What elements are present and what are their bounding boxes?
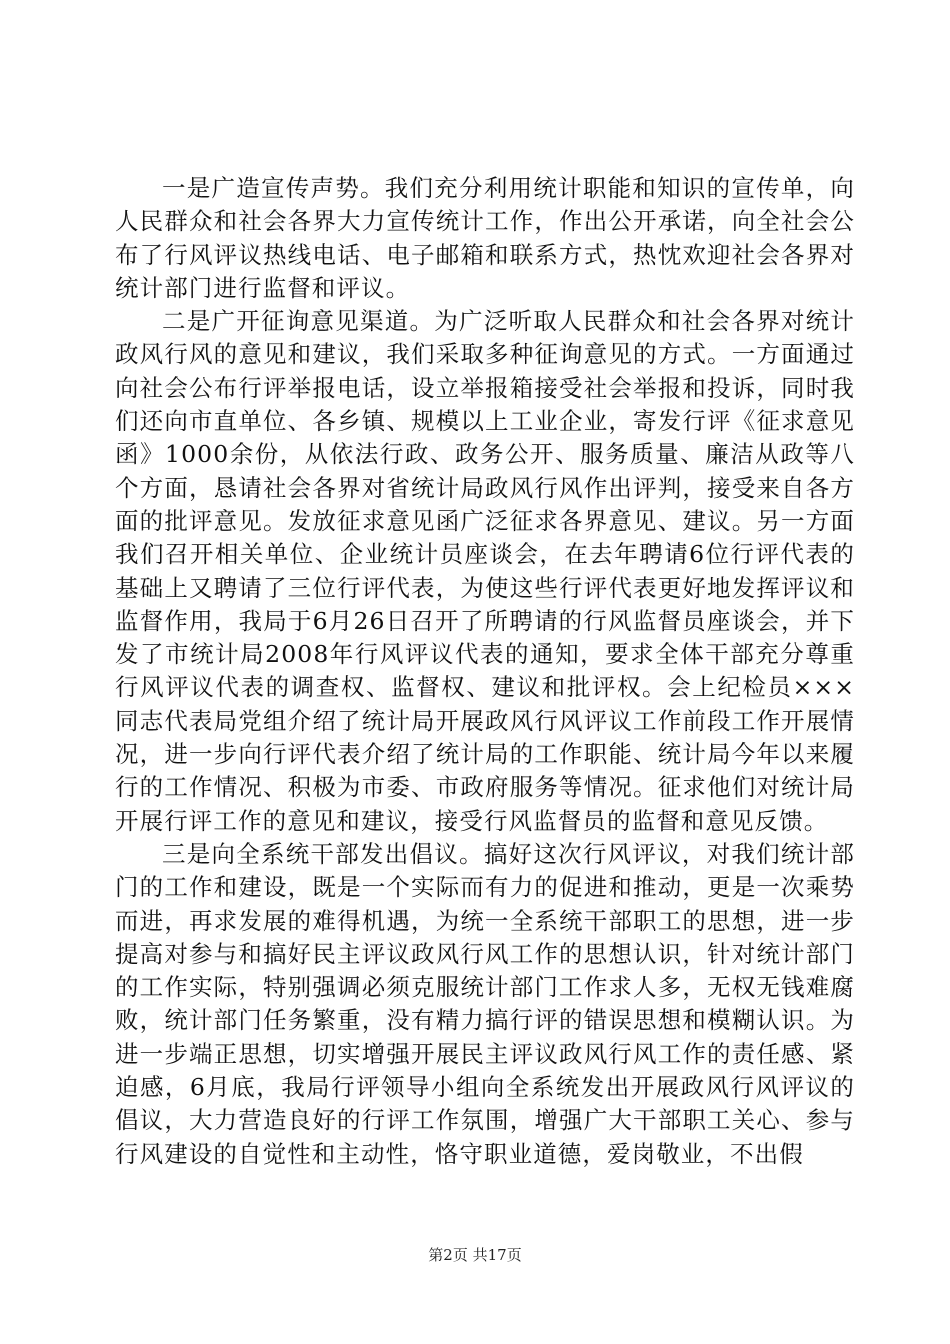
paragraph-2: 二是广开征询意见渠道。为广泛听取人民群众和社会各界对统计政风行风的意见和建议，我们采取多种征询意见的方式。一方面通过向社会公布行评举报电话，设立举报箱接受社会举报和投诉，同时我们还向市直单位、各乡镇、规模以上工业企业，寄发行评《征求意见函》1000余份，从依法行政、政务公开、服务质量、廉洁从政等八个方面，恳请社会各界对省统计局政风行风作出评判，接受来自各方面的批评意见。发放征求意见函广泛征求各界意见、建议。另一方面我们召开相关单位、企业统计员座谈会，在去年聘请6位行评代表的基础上又聘请了三位行评代表，为使这些行评代表更好地发挥评议和监督作用，我局于6月26日召开了所聘请的行风监督员座谈会，并下发了市统计局2008年行风评议代表的通知，要求全体干部充分尊重行风评议代表的调查权、监督权、建议和批评权。会上纪检员×××同志代表局党组介绍了统计局开展政风行风评议工作前段工作开展情况，进一步向行评代表介绍了统计局的工作职能、统计局今年以来履行的工作情况、积极为市委、市政府服务等情况。征求他们对统计局开展行评工作的意见和建议，接受行风监督员的监督和意见反馈。 bbox=[115, 307, 855, 835]
page-number-footer: 第2页 共17页 bbox=[428, 1246, 522, 1264]
document-body bbox=[115, 172, 855, 1171]
paragraph-1: 一是广造宣传声势。我们充分利用统计职能和知识的宣传单，向人民群众和社会各界大力宣传统计工作，作出公开承诺，向全社会公布了行风评议热线电话、电子邮箱和联系方式，热忱欢迎社会各界对统计部门进行监督和评议。 bbox=[115, 174, 855, 302]
paragraph-3: 三是向全系统干部发出倡议。搞好这次行风评议，对我们统计部门的工作和建设，既是一个实际而有力的促进和推动，更是一次乘势而进，再求发展的难得机遇，为统一全系统干部职工的思想，进一步提高对参与和搞好民主评议政风行风工作的思想认识，针对统计部门的工作实际，特别强调必须克服统计部门工作求人多，无权无钱难腐败，统计部门任务繁重，没有精力搞行评的错误思想和模糊认识。为进一步端正思想，切实增强开展民主评议政风行风工作的责任感、紧迫感，6月底，我局行评领导小组向全系统发出开展政风行风评议的倡议，大力营造良好的行评工作氛围，增强广大干部职工关心、参与行风建设的自觉性和主动性，恪守职业道德，爱岗敬业，不出假 bbox=[115, 839, 855, 1168]
